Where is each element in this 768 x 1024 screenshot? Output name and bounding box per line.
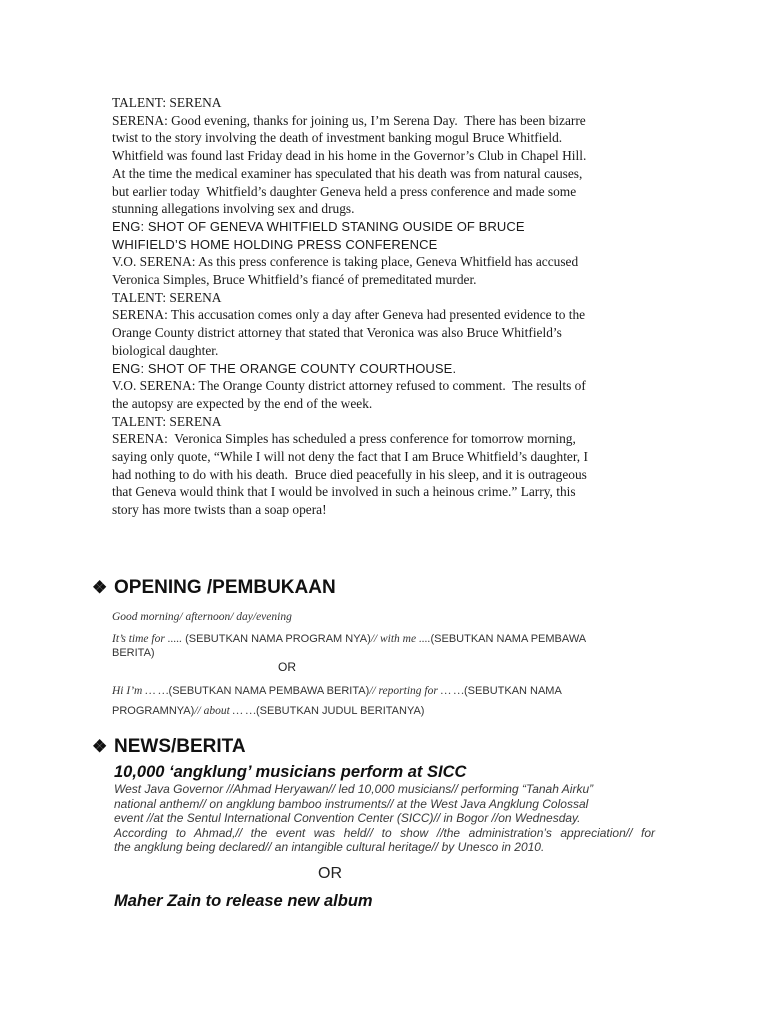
script-line: story has more twists than a soap opera! [112,502,327,518]
script-line: TALENT: SERENA [112,95,222,110]
script-line: Orange County district attorney that stated that Veronica was also Bruce Whitfield’s [112,325,562,341]
news-line: national anthem// on angklung bamboo instruments// at the West Java Angklung Colossal [114,796,589,811]
script-transcript [112,94,654,519]
news-line: the angklung being declared// an intangible cultural heritage// by Unesco in 2010. [114,840,545,855]
script-line: At the time the medical examiner has speculated that his death was from natural causes, [112,165,583,181]
opening-greeting: Good morning/ afternoon/ day/evening [112,611,292,623]
script-line: TALENT: SERENA [112,289,222,305]
opening-hi: Hi I’m … …(SEBUTKAN NAMA PEMBAWA BERITA)// reporting for … …(SEBUTKAN NAMA PROGRAMNYA)// about … …(SEBUTKAN JUDUL BERITANYA) [112,685,562,717]
opening-heading-text: OPENING /PEMBUKAAN [114,577,336,598]
script-line: ENG: SHOT OF THE ORANGE COUNTY COURTHOUSE. [112,360,457,376]
news-story-body [114,782,655,855]
news-line: West Java Governor //Ahmad Heryawan// led 10,000 musicians// performing “Tanah Airku” [114,782,594,796]
news-heading [92,736,246,758]
script-line: but earlier today Whitfield’s daughter Geneva held a press conference and made some [112,183,577,199]
news-story-title: Maher Zain to release new album [114,892,373,910]
script-line: saying only quote, “While I will not deny the fact that I am Bruce Whitfield’s daughter, I [112,449,588,465]
opening-heading [92,577,336,599]
script-line: Veronica Simples, Bruce Whitfield’s fiancé of premeditated murder. [112,272,477,288]
script-line: WHIFIELD’S HOME HOLDING PRESS CONFERENCE [112,236,438,252]
script-line: stunning allegations involving sex and drugs. [112,201,355,217]
script-line: ENG: SHOT OF GENEVA WHITFIELD STANING OUSIDE OF BRUCE [112,218,525,234]
script-line: V.O. SERENA: As this press conference is taking place, Geneva Whitfield has accused [112,254,579,270]
script-line: biological daughter. [112,342,219,358]
script-line: SERENA: Good evening, thanks for joining us, I’m Serena Day. There has been bizarre [112,112,586,128]
diamond-bullet-icon: ❖ [92,737,108,756]
script-line: V.O. SERENA: The Orange County district attorney refused to comment. The results of [112,378,586,394]
script-line: Whitfield was found last Friday dead in his home in the Governor’s Club in Chapel Hill. [112,148,587,164]
script-line: TALENT: SERENA [112,413,222,429]
news-or: OR [318,865,342,882]
script-line: the autopsy are expected by the end of the week. [112,395,373,411]
script-line: SERENA: Veronica Simples has scheduled a press conference for tomorrow morning, [112,431,576,447]
script-line: twist to the story involving the death of investment banking mogul Bruce Whitfield. [112,130,563,146]
news-line: event //at the Sentul International Convention Center (SICC)// in Bogor //on Wednesday. [114,811,581,826]
script-line: had nothing to do with his death. Bruce died peacefully in his sleep, and it is outrageous [112,466,587,482]
news-heading-text: NEWS/BERITA [114,736,246,757]
news-story-title: 10,000 ‘angklung’ musicians perform at SICC [114,763,467,781]
opening-time-for: It’s time for ..... (SEBUTKAN NAMA PROGRAM NYA)// with me ....(SEBUTKAN NAMA PEMBAWA BERITA) [112,633,587,659]
opening-or: OR [278,660,296,674]
script-line: SERENA: This accusation comes only a day after Geneva had presented evidence to the [112,307,586,323]
news-line: According to Ahmad,// the event was held// to show //the administration’s appreciation// for [114,825,655,840]
script-line: that Geneva would think that I would be involved in such a heinous crime.” Larry, this [112,484,576,500]
diamond-bullet-icon: ❖ [92,578,108,597]
